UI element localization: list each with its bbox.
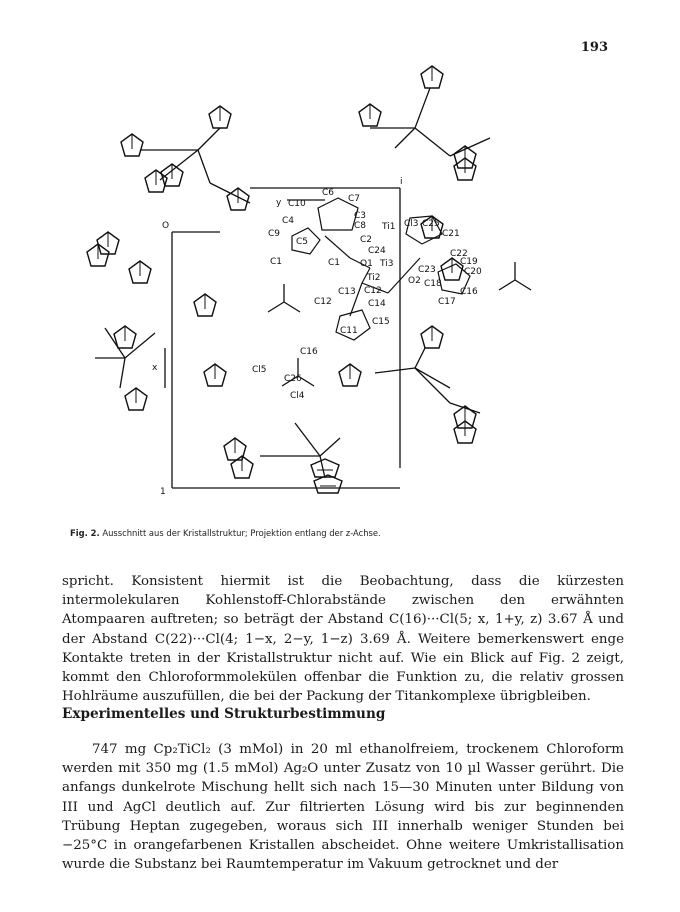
atom-label: Cl5 xyxy=(252,365,267,375)
atom-label: C7 xyxy=(348,194,361,204)
atom-label: y xyxy=(276,198,282,208)
figure-caption-label: Fig. 2. xyxy=(70,528,100,538)
atom-label: C23 xyxy=(418,265,436,275)
atom-label: Cl3 xyxy=(404,219,419,229)
atom-label: C1 xyxy=(270,257,283,267)
atom-label: 1 xyxy=(160,487,166,497)
atom-label: O xyxy=(162,221,170,231)
atom-label: C18 xyxy=(424,279,442,289)
atom-labels xyxy=(152,177,482,497)
atom-label: Ti1 xyxy=(382,222,396,232)
figure-caption-text: Ausschnitt aus der Kristallstruktur; Projektion entlang der z-Achse. xyxy=(102,528,381,538)
atom-label: C16 xyxy=(460,287,478,297)
body-paragraph-2 xyxy=(62,740,624,874)
atom-label: C19 xyxy=(460,257,478,267)
figure-caption xyxy=(70,528,630,538)
atom-label: i xyxy=(400,177,403,187)
atom-label: C6 xyxy=(322,188,335,198)
atom-label: C1 xyxy=(328,258,341,268)
atom-label: C12 xyxy=(314,297,332,307)
atom-label: C15 xyxy=(372,317,390,327)
atom-label: C9 xyxy=(268,229,281,239)
atom-label: C22 xyxy=(450,249,468,259)
crystal-structure-drawing xyxy=(70,58,610,516)
paragraph-text: spricht. Konsistent hiermit ist die Beobachtung, dass die kürzesten intermolekularen Kohlenstoff-Chlorabstände zwischen den erwähnten Atompaaren auftreten; so beträgt der Abstand C(16)···Cl(5; x, 1+y, z) 3.67 Å und der Abstand C(22)···Cl(4; 1−x, 2−y, 1−z) 3.69 Å. Weitere bemerkenswert enge Kontakte treten in der Kristallstruktur nicht auf. Wie ein Blick auf Fig. 2 zeigt, kommt den Chloroformmolekülen offenbar die Funktion zu, die relativ grossen Hohlräume auszufüllen, die bei der Packung der Titankomplexe übrigbleiben. xyxy=(62,574,624,705)
atom-label: C25 xyxy=(422,219,440,229)
atom-label: C14 xyxy=(368,299,386,309)
atom-label: Ti2 xyxy=(367,273,381,283)
atom-label: Cl4 xyxy=(290,391,305,401)
atom-label: C20 xyxy=(464,267,482,277)
atom-label: C8 xyxy=(354,221,367,231)
atom-label: O2 xyxy=(408,276,421,286)
atom-label: C2 xyxy=(360,235,373,245)
crystal-structure-figure xyxy=(70,58,610,516)
atom-label: x xyxy=(152,363,158,373)
atom-label: C10 xyxy=(288,199,306,209)
atom-label: C16 xyxy=(300,347,318,357)
atom-label: C5 xyxy=(296,237,309,247)
atom-label: C11 xyxy=(340,326,358,336)
atom-label: C13 xyxy=(338,287,356,297)
atom-label: O1 xyxy=(360,259,373,269)
atom-label: C17 xyxy=(438,297,456,307)
atom-label: Ti3 xyxy=(380,259,394,269)
page-number: 193 xyxy=(580,40,608,55)
atom-label: C3 xyxy=(354,211,367,221)
atom-label: C21 xyxy=(442,229,460,239)
atom-label: C4 xyxy=(282,216,295,226)
section-heading: Experimentelles und Strukturbestimmung xyxy=(62,706,386,722)
paragraph-text: 747 mg Cp₂TiCl₂ (3 mMol) in 20 ml ethanolfreiem, trockenem Chloroform werden mit 350 mg (1.5 mMol) Ag₂O unter Zusatz von 10 µl Wasser gerührt. Die anfangs dunkelrote Mischung hellt sich nach 15—30 Minuten unter Bildung von III und AgCl deutlich auf. Zur filtrierten Lösung wird bis zur beginnenden Trübung Heptan zugegeben, woraus sich III innerhalb weniger Stunden bei −25°C in orangefarbenen Kristallen abscheidet. Ohne weitere Umkristallisation wurde die Substanz bei Raumtemperatur im Vakuum getrocknet und der xyxy=(62,742,624,873)
atom-label: C26 xyxy=(284,374,302,384)
atom-label: C24 xyxy=(368,246,386,256)
atom-label: C12 xyxy=(364,286,382,296)
body-paragraph-1 xyxy=(62,572,624,706)
